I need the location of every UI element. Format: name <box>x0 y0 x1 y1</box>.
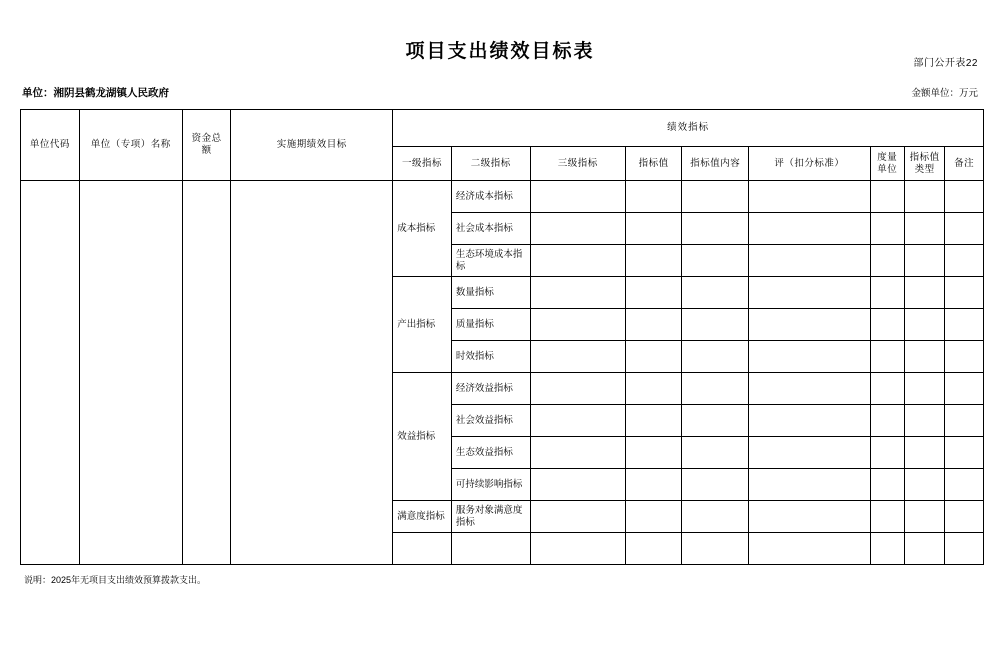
cell-level1-benefit: 效益指标 <box>393 373 452 501</box>
cell-indicator-value <box>625 213 682 245</box>
cell-level2: 可持续影响指标 <box>451 469 530 501</box>
col-header-measure-unit: 度量单位 <box>870 147 904 181</box>
cell-measure-unit <box>870 341 904 373</box>
cell-scoring-standard <box>749 405 870 437</box>
table-body <box>21 181 984 565</box>
unit-name-label: 单位：湘阴县鹤龙湖镇人民政府 <box>22 87 169 99</box>
cell-level3 <box>530 277 625 309</box>
col-header-indicator-value: 指标值 <box>625 147 682 181</box>
cell-indicator-value-content <box>682 501 749 533</box>
col-header-scoring-standard: 评（扣分标准） <box>749 147 870 181</box>
table-header-row-1 <box>21 110 984 147</box>
cell-measure-unit <box>870 533 904 565</box>
cell-scoring-standard <box>749 533 870 565</box>
cell-level2: 时效指标 <box>451 341 530 373</box>
cell-remark <box>945 533 984 565</box>
form-number-label: 部门公开表22 <box>913 58 978 69</box>
cell-level2: 社会成本指标 <box>451 213 530 245</box>
cell-value-type <box>904 533 944 565</box>
cell-value-type <box>904 341 944 373</box>
cell-indicator-value <box>625 437 682 469</box>
cell-remark <box>945 181 984 213</box>
cell-value-type <box>904 469 944 501</box>
cell-level3 <box>530 341 625 373</box>
cell-level1-cost: 成本指标 <box>393 181 452 277</box>
cell-remark <box>945 245 984 277</box>
cell-level1-output: 产出指标 <box>393 277 452 373</box>
cell-level3 <box>530 373 625 405</box>
cell-value-type <box>904 501 944 533</box>
cell-measure-unit <box>870 373 904 405</box>
table-row <box>21 181 984 213</box>
cell-indicator-value <box>625 277 682 309</box>
cell-indicator-value-content <box>682 341 749 373</box>
cell-indicator-value-content <box>682 181 749 213</box>
document-page <box>0 36 1000 671</box>
cell-indicator-value-content <box>682 405 749 437</box>
cell-indicator-value-content <box>682 245 749 277</box>
amount-unit-label: 金额单位：万元 <box>911 88 978 99</box>
cell-indicator-value <box>625 533 682 565</box>
cell-scoring-standard <box>749 341 870 373</box>
cell-level2: 数量指标 <box>451 277 530 309</box>
cell-scoring-standard <box>749 181 870 213</box>
performance-target-table <box>20 109 984 565</box>
cell-indicator-value-content <box>682 437 749 469</box>
cell-level1-satisfaction: 满意度指标 <box>393 501 452 533</box>
cell-value-type <box>904 245 944 277</box>
cell-indicator-value-content <box>682 213 749 245</box>
cell-level3 <box>530 437 625 469</box>
col-header-indicator-value-content: 指标值内容 <box>682 147 749 181</box>
cell-scoring-standard <box>749 277 870 309</box>
cell-indicator-value <box>625 181 682 213</box>
cell-scoring-standard <box>749 309 870 341</box>
cell-remark <box>945 309 984 341</box>
cell-period-goal <box>231 181 393 565</box>
col-header-total-amount: 资金总额 <box>182 110 231 181</box>
col-header-remark: 备注 <box>945 147 984 181</box>
col-header-level1: 一级指标 <box>393 147 452 181</box>
col-header-unit-name: 单位（专项）名称 <box>79 110 182 181</box>
cell-level3 <box>530 501 625 533</box>
cell-remark <box>945 373 984 405</box>
cell-measure-unit <box>870 309 904 341</box>
cell-value-type <box>904 309 944 341</box>
cell-value-type <box>904 213 944 245</box>
cell-measure-unit <box>870 213 904 245</box>
cell-measure-unit <box>870 437 904 469</box>
cell-level2: 质量指标 <box>451 309 530 341</box>
cell-remark <box>945 405 984 437</box>
cell-indicator-value <box>625 373 682 405</box>
cell-level2: 经济成本指标 <box>451 181 530 213</box>
cell-value-type <box>904 437 944 469</box>
cell-unit-code <box>21 181 80 565</box>
cell-level3 <box>530 309 625 341</box>
cell-measure-unit <box>870 277 904 309</box>
cell-level1-empty <box>393 533 452 565</box>
cell-measure-unit <box>870 469 904 501</box>
cell-value-type <box>904 373 944 405</box>
cell-measure-unit <box>870 501 904 533</box>
cell-level2: 生态环境成本指标 <box>451 245 530 277</box>
cell-level3 <box>530 533 625 565</box>
col-header-level3: 三级指标 <box>530 147 625 181</box>
col-header-period-goal: 实施期绩效目标 <box>231 110 393 181</box>
cell-indicator-value-content <box>682 469 749 501</box>
cell-indicator-value <box>625 341 682 373</box>
cell-indicator-value <box>625 405 682 437</box>
cell-indicator-value <box>625 309 682 341</box>
col-header-unit-code: 单位代码 <box>21 110 80 181</box>
cell-level2: 服务对象满意度指标 <box>451 501 530 533</box>
cell-value-type <box>904 277 944 309</box>
cell-level2: 生态效益指标 <box>451 437 530 469</box>
cell-scoring-standard <box>749 469 870 501</box>
col-header-performance-group: 绩效指标 <box>393 110 984 147</box>
cell-indicator-value <box>625 469 682 501</box>
cell-scoring-standard <box>749 213 870 245</box>
cell-value-type <box>904 405 944 437</box>
cell-value-type <box>904 181 944 213</box>
cell-indicator-value <box>625 501 682 533</box>
cell-remark <box>945 341 984 373</box>
cell-unit-name <box>79 181 182 565</box>
cell-measure-unit <box>870 405 904 437</box>
cell-scoring-standard <box>749 373 870 405</box>
cell-level3 <box>530 405 625 437</box>
cell-level2: 经济效益指标 <box>451 373 530 405</box>
cell-level3 <box>530 213 625 245</box>
cell-remark <box>945 277 984 309</box>
cell-remark <box>945 469 984 501</box>
meta-row <box>20 85 980 101</box>
cell-indicator-value <box>625 245 682 277</box>
cell-indicator-value-content <box>682 373 749 405</box>
cell-measure-unit <box>870 181 904 213</box>
cell-level3 <box>530 469 625 501</box>
cell-total-amount <box>182 181 231 565</box>
cell-level2 <box>451 533 530 565</box>
cell-indicator-value-content <box>682 277 749 309</box>
cell-level3 <box>530 245 625 277</box>
footer-note: 说明：2025年无项目支出绩效预算拨款支出。 <box>24 575 207 585</box>
cell-remark <box>945 437 984 469</box>
cell-indicator-value-content <box>682 533 749 565</box>
cell-level2: 社会效益指标 <box>451 405 530 437</box>
cell-indicator-value-content <box>682 309 749 341</box>
cell-measure-unit <box>870 245 904 277</box>
col-header-level2: 二级指标 <box>451 147 530 181</box>
col-header-value-type: 指标值类型 <box>904 147 944 181</box>
page-title: 项目支出绩效目标表 <box>405 41 595 62</box>
cell-scoring-standard <box>749 501 870 533</box>
cell-scoring-standard <box>749 245 870 277</box>
cell-remark <box>945 213 984 245</box>
cell-scoring-standard <box>749 437 870 469</box>
cell-remark <box>945 501 984 533</box>
cell-level3 <box>530 181 625 213</box>
